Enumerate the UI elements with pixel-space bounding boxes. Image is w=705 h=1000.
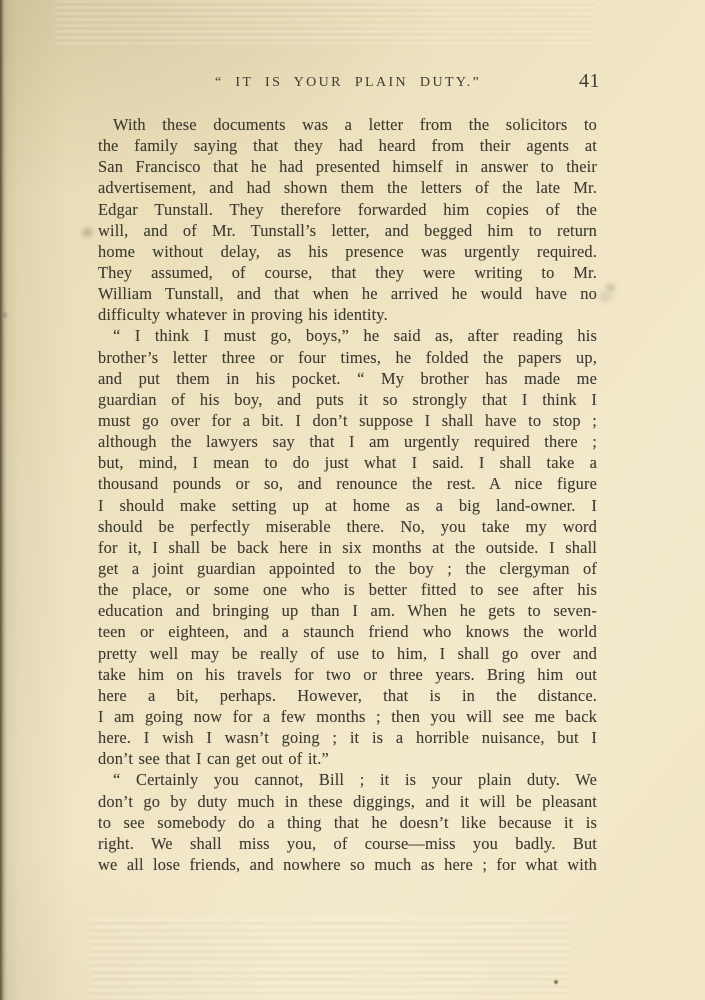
chapter-running-title: “ IT IS YOUR PLAIN DUTY.” xyxy=(214,75,482,90)
scan-streaks-bottom xyxy=(90,918,570,998)
text-line: “ Certainly you cannot, Bill ; it is your plain duty. We xyxy=(113,770,597,790)
page-number: 41 xyxy=(579,70,600,92)
text-line: here. I wish I wasn’t going ; it is a horrible nuisance, but I xyxy=(98,728,597,748)
text-line: San Francisco that he had presented himself in answer to their xyxy=(98,157,597,177)
text-line: advertisement, and had shown them the letters of the late Mr. xyxy=(98,178,597,198)
text-line: home without delay, as his presence was urgently required. xyxy=(98,241,597,261)
paragraph xyxy=(98,769,597,875)
text-line: guardian of his boy, and puts it so strongly that I think I xyxy=(98,389,597,409)
text-line: difficulty whatever in proving his identity. xyxy=(98,305,388,325)
paper-speck xyxy=(3,312,7,318)
text-line: right. We shall miss you, of course—miss you badly. But xyxy=(98,833,597,853)
text-line: here a bit, perhaps. However, that is in the distance. xyxy=(98,685,597,705)
text-line: should be perfectly miserable there. No, you take my word xyxy=(98,516,597,536)
text-line: don’t go by duty much in these diggings, and it will be pleasant xyxy=(98,791,597,811)
text-line: the place, or some one who is better fitted to see after his xyxy=(98,580,597,600)
text-line: Edgar Tunstall. They therefore forwarded him copies of the xyxy=(98,199,597,219)
text-line: take him on his travels for two or three years. Bring him out xyxy=(98,664,597,684)
text-line: although the lawyers say that I am urgently required there ; xyxy=(98,432,597,452)
text-line: to see somebody do a thing that he doesn’t like because it is xyxy=(98,812,597,832)
text-line: the family saying that they had heard from their agents at xyxy=(98,136,597,156)
text-line: I am going now for a few months ; then you will see me back xyxy=(98,706,597,726)
text-line: we all lose friends, and nowhere so much as here ; for what with xyxy=(98,854,597,874)
text-line: but, mind, I mean to do just what I said. I shall take a xyxy=(98,453,597,473)
text-line: brother’s letter three or four times, he folded the papers up, xyxy=(98,347,597,367)
text-line: “ I think I must go, boys,” he said as, after reading his xyxy=(113,326,597,346)
text-line: don’t see that I can get out of it.” xyxy=(98,749,329,769)
text-line: William Tunstall, and that when he arrived he would have no xyxy=(98,284,597,304)
scan-streaks-top xyxy=(55,0,595,46)
paper-speck xyxy=(606,283,615,292)
paragraph xyxy=(98,114,597,325)
text-line: get a joint guardian appointed to the boy ; the clergyman of xyxy=(98,558,597,578)
text-line: teen or eighteen, and a staunch friend who knows the world xyxy=(98,622,597,642)
paper-speck xyxy=(554,980,558,984)
text-line: will, and of Mr. Tunstall’s letter, and begged him to return xyxy=(98,220,597,240)
text-line: With these documents was a letter from the solicitors to xyxy=(113,115,597,134)
text-line: They assumed, of course, that they were writing to Mr. xyxy=(98,262,597,282)
paragraph xyxy=(98,325,597,769)
running-header xyxy=(98,72,598,96)
paper-speck xyxy=(82,228,93,237)
text-line: must go over for a bit. I don’t suppose I shall have to stop ; xyxy=(98,410,597,430)
page-binding-edge xyxy=(0,0,7,1000)
paper-speck xyxy=(598,292,612,302)
text-line: and put them in his pocket. “ My brother has made me xyxy=(98,368,597,388)
body-text xyxy=(98,114,597,875)
text-line: pretty well may be really of use to him, I shall go over and xyxy=(98,643,597,663)
text-line: education and bringing up than I am. When he gets to seven- xyxy=(98,601,597,621)
text-line: for it, I shall be back here in six months at the outside. I shall xyxy=(98,537,597,557)
text-line: thousand pounds or so, and renounce the rest. A nice figure xyxy=(98,474,597,494)
text-line: I should make setting up at home as a big land-owner. I xyxy=(98,495,597,515)
